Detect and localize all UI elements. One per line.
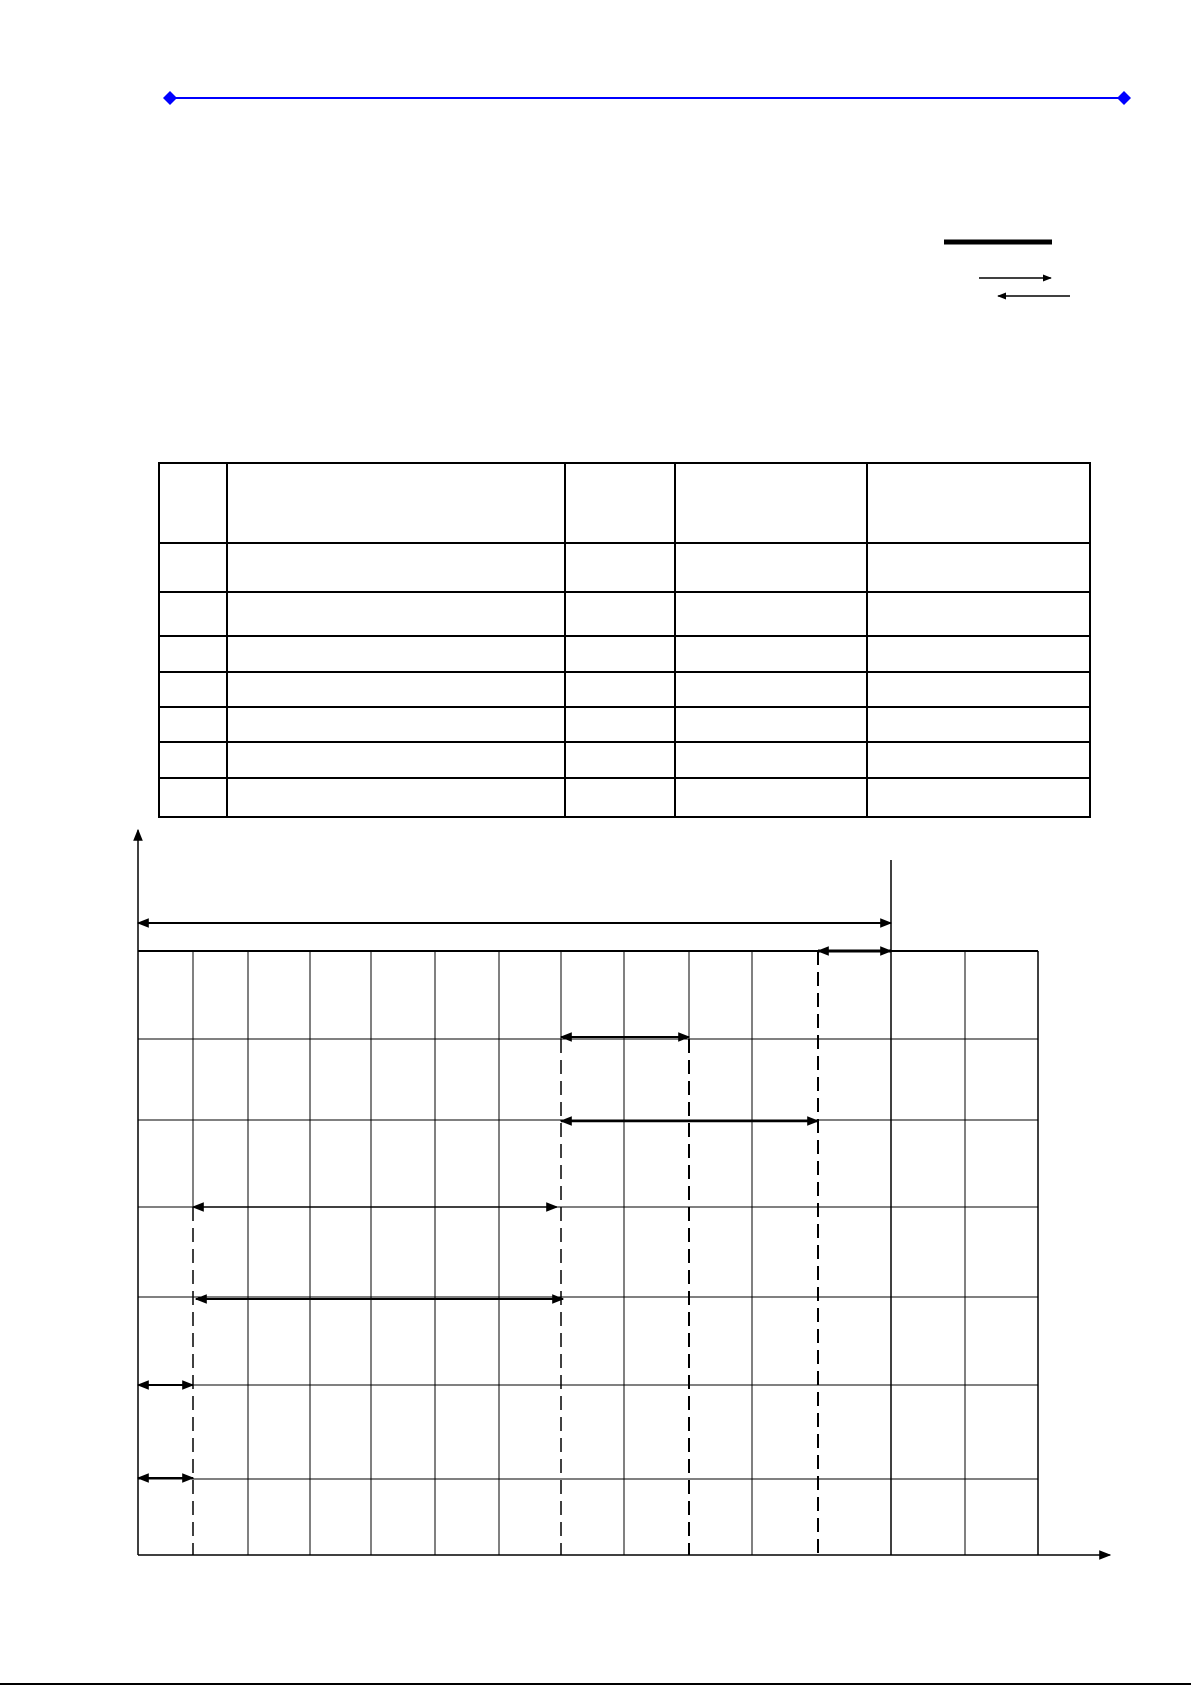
table-border xyxy=(159,463,1090,817)
diamond-marker-icon xyxy=(1117,91,1131,105)
data-table xyxy=(159,463,1090,817)
legend xyxy=(944,242,1070,296)
header-rule xyxy=(163,91,1131,105)
diamond-marker-icon xyxy=(163,91,177,105)
schedule-chart xyxy=(138,830,1110,1555)
